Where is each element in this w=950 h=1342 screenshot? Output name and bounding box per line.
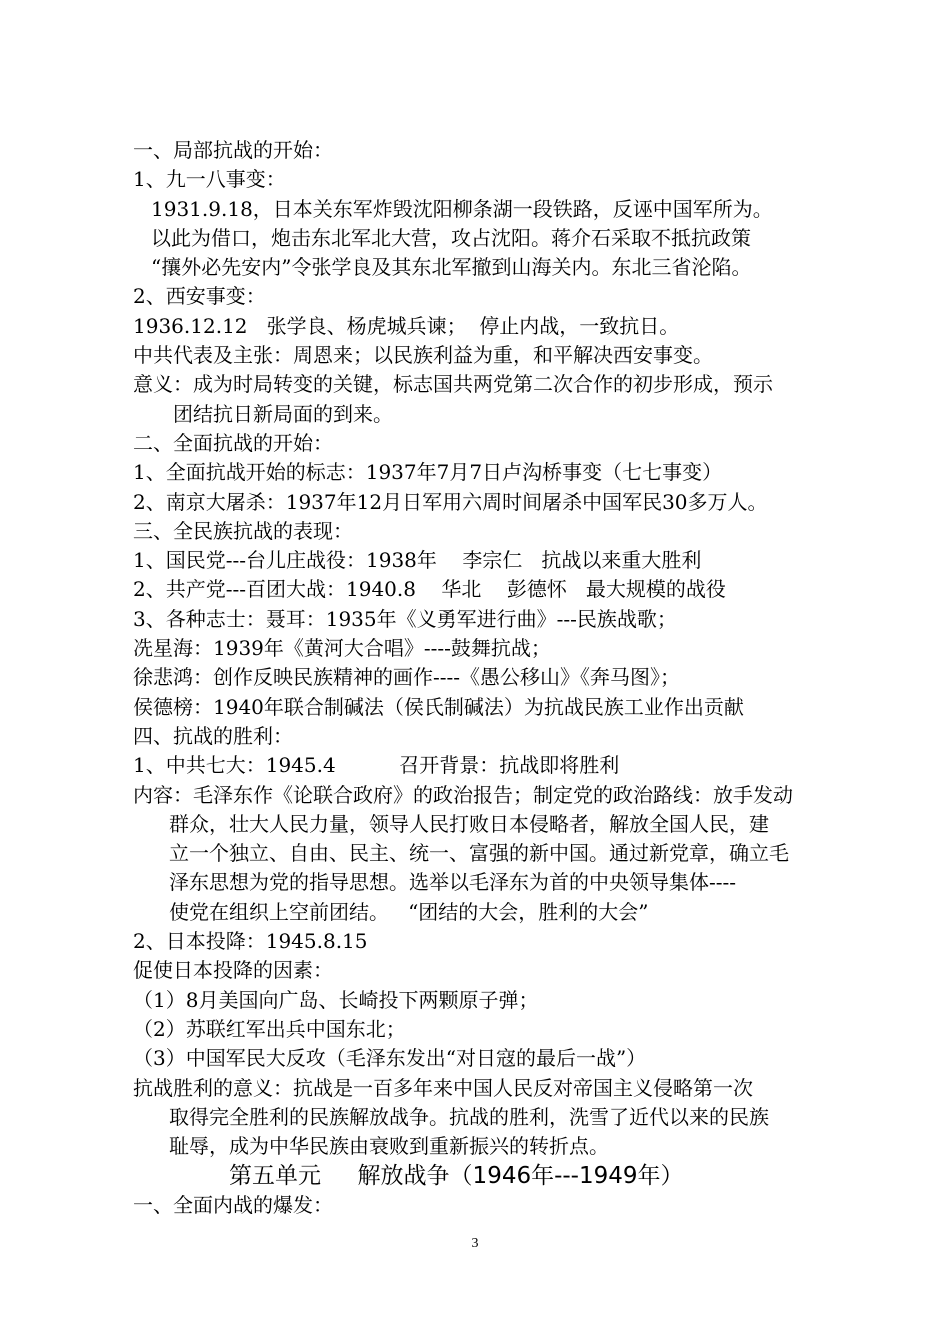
text-line: 徐悲鸿：创作反映民族精神的画作----《愚公移山》《奔马图》；	[133, 665, 681, 690]
text-line: （2）苏联红军出兵中国东北；	[133, 1016, 406, 1041]
text-line: 促使日本投降的因素：	[133, 958, 333, 983]
text-line: 团结抗日新局面的到来。	[173, 401, 393, 426]
text-line: 3、各种志士：聂耳：1935年《义勇军进行曲》---民族战歌；	[133, 606, 677, 631]
text-line: 群众，壮大人民力量，领导人民打败日本侵略者，解放全国人民，建	[169, 811, 769, 836]
text-line: （3）中国军民大反攻（毛泽东发出“对日寇的最后一战”）	[133, 1046, 647, 1071]
text-line: （1）8月美国向广岛、长崎投下两颗原子弹；	[133, 987, 539, 1012]
unit-heading: 第五单元 解放战争（1946年---1949年）	[229, 1163, 684, 1190]
text-line: 抗战胜利的意义：抗战是一百多年来中国人民反对帝国主义侵略第一次	[133, 1075, 753, 1100]
text-line: 1931.9.18，日本关东军炸毁沈阳柳条湖一段铁路，反诬中国军所为。	[151, 196, 773, 221]
text-line: 1、国民党---台儿庄战役：1938年 李宗仁 抗战以来重大胜利	[133, 548, 702, 573]
text-line: 2、南京大屠杀：1937年12月日军用六周时间屠杀中国军民30多万人。	[133, 489, 768, 514]
text-line: 1、全面抗战开始的标志：1937年7月7日卢沟桥事变（七七事变）	[133, 460, 723, 485]
text-line: 立一个独立、自由、民主、统一、富强的新中国。通过新党章，确立毛	[169, 841, 789, 866]
text-line: 内容：毛泽东作《论联合政府》的政治报告；制定党的政治路线：放手发动	[133, 782, 793, 807]
section-heading: 一、全面内战的爆发：	[133, 1193, 333, 1218]
subsection-heading: 2、西安事变：	[133, 284, 266, 309]
text-line: 使党在组织上空前团结。 “团结的大会，胜利的大会”	[169, 899, 649, 924]
page-number: 3	[471, 1236, 479, 1251]
section-heading: 二、全面抗战的开始：	[133, 430, 333, 455]
text-line: 2、共产党---百团大战：1940.8 华北 彭德怀 最大规模的战役	[133, 577, 726, 602]
section-heading: 三、全民族抗战的表现：	[133, 518, 353, 543]
text-line: 1936.12.12 张学良、杨虎城兵谏； 停止内战，一致抗日。	[133, 313, 680, 338]
text-line: 以此为借口，炮击东北军北大营，攻占沈阳。蒋介石采取不抵抗政策	[151, 225, 751, 250]
text-line: 2、日本投降：1945.8.15	[133, 929, 368, 954]
text-line: 取得完全胜利的民族解放战争。抗战的胜利，洗雪了近代以来的民族	[169, 1104, 769, 1129]
text-line: 意义：成为时局转变的关键，标志国共两党第二次合作的初步形成，预示	[133, 372, 773, 397]
document-body	[133, 136, 833, 1221]
text-line: 侯德榜：1940年联合制碱法（侯氏制碱法）为抗战民族工业作出贡献	[133, 694, 744, 719]
subsection-heading: 1、九一八事变：	[133, 167, 286, 192]
text-line: 冼星海：1939年《黄河大合唱》----鼓舞抗战；	[133, 636, 551, 661]
text-line: “攘外必先安内”令张学良及其东北军撤到山海关内。东北三省沦陷。	[151, 255, 752, 280]
text-line: 中共代表及主张：周恩来；以民族利益为重，和平解决西安事变。	[133, 343, 713, 368]
section-heading: 一、局部抗战的开始：	[133, 138, 333, 162]
text-line: 1、中共七大：1945.4 召开背景：抗战即将胜利	[133, 753, 620, 778]
section-heading: 四、抗战的胜利：	[133, 723, 293, 748]
text-line: 泽东思想为党的指导思想。选举以毛泽东为首的中央领导集体----	[169, 870, 737, 895]
text-line: 耻辱，成为中华民族由衰败到重新振兴的转折点。	[169, 1134, 609, 1159]
